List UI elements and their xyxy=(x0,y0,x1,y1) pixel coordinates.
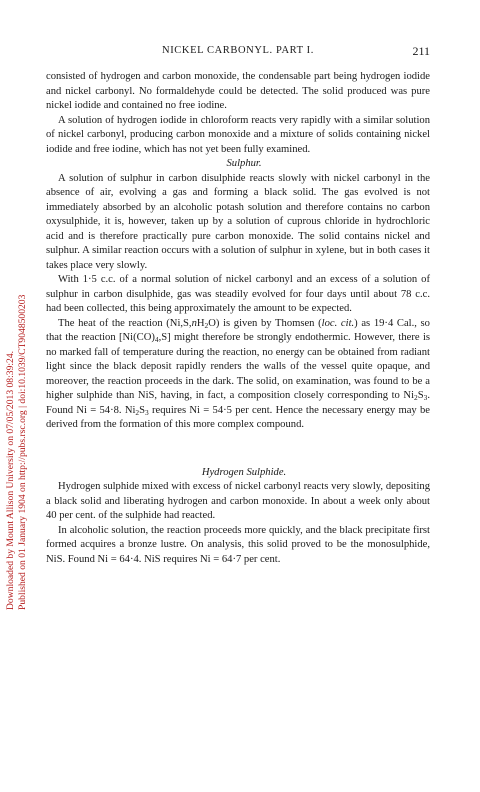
running-title: NICKEL CARBONYL. PART I. xyxy=(162,45,314,56)
page-number: 211 xyxy=(412,44,430,58)
paragraph-continued: consisted of hydrogen and carbon monoxide, the condensable part being hydrogen iodide and nickel carbonyl. No formaldehyde could be detected. The solid produced was pure nickel iodide and contained no free iodine. xyxy=(46,71,430,111)
paragraph-heat-of-reaction: The heat of the reaction $(Ni,S,nH_2O)$ is given by Thomsen (loc. cit.) as 19·4 Cal., so that the reaction $[Ni(CO)_4,S]$ might therefore be strongly endothermic. However, there is no marked fall of temperature during the reaction, no energy can be obtained from radiant light since the black deposit rapidly renders the walls of the vessel quite opaque, and moreover, the reaction proceeds in the dark. The solid, on examination, was found to be a higher sulphide than NiS, having, in fact, a composition closely corresponding to $Ni_2S_3$. Found Ni = 54·8. $Ni_2S_3$ requires Ni = 54·5 per cent. Hence the necessary energy may be derived from the formation of this more complex compound. xyxy=(46,317,431,430)
paragraph-sulphur-reaction: A solution of sulphur in carbon disulphide reacts slowly with nickel carbonyl in the absence of air, evolving a gas and forming a black solid. The gas evolved is not immediately absorbed by an alcoholic potash solution and therefore contains no carbon oxysulphide, it is, however, taken up by a solution of cuprous chloride in hydrochloric acid and is therefore practically pure carbon monoxide. The solid contains nickel and sulphur. A similar reaction occurs with a solution of sulphur in xylene, but in both cases it takes place very slowly. xyxy=(46,172,430,271)
publication-line[interactable]: Published on 01 January 1904 on http://pubs.rsc.org | doi:10.1039/CT9048500203 xyxy=(17,294,28,610)
article-body xyxy=(46,70,430,567)
section-heading-sulphur: Sulphur. xyxy=(226,158,262,169)
download-watermark xyxy=(2,130,32,610)
download-line[interactable]: Downloaded by Mount Allison University on 07/05/2013 08:39:24. xyxy=(5,350,16,610)
running-header xyxy=(46,45,430,59)
paragraph-alcoholic-solution: In alcoholic solution, the reaction proceeds more quickly, and the black precipitate first formed acquires a bronze lustre. On analysis, this solid proved to be the monosulphide, NiS. Found Ni = 64·4. NiS requires Ni = 64·7 per cent. xyxy=(46,524,430,565)
paragraph-gas-evolved: With 1·5 c.c. of a normal solution of nickel carbonyl and an excess of a solution of sulphur in carbon disulphide, gas was steadily evolved for four days until about 78 c.c. had been collected, this being approximately the amount to be expected. xyxy=(46,274,430,314)
section-heading-hydrogen-sulphide: Hydrogen Sulphide. xyxy=(201,466,287,478)
paragraph-h2s-reaction: Hydrogen sulphide mixed with excess of nickel carbonyl reacts very slowly, depositing a black solid and liberating hydrogen and carbon monoxide. In about a week only about 40 per cent. of the sulphide had reacted. xyxy=(46,481,430,521)
paragraph-hydrogen-iodide: A solution of hydrogen iodide in chloroform reacts very rapidly with a similar solution of nickel carbonyl, producing carbon monoxide and a mixture of solids containing nickel iodide and free iodine, which has not yet been fully examined. xyxy=(46,114,430,155)
